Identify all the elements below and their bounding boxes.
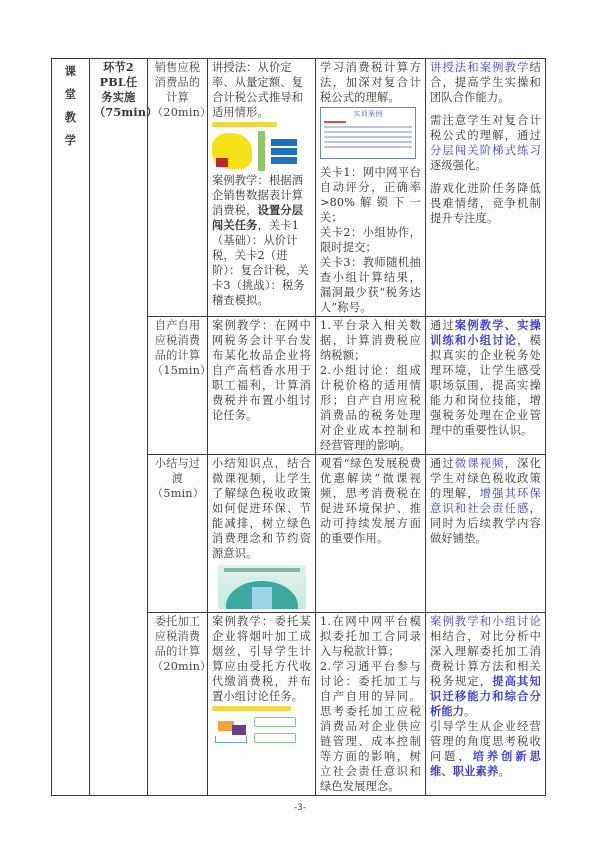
- teacher-activity-cell: 小结知识点，结合微课视频，让学生了解绿色税收政策如何促进环保、节能减排，树立绿色消费理念和节约资源意识。: [208, 455, 316, 613]
- student-activity-cell: 1.平台录入相关数据，计算消费税应纳税额； 2.小组讨论：组成计税价格的适用情形；自产自用应税消费品的税务处理对企业成本控制和经营管理的影响。: [316, 317, 426, 455]
- training-case-illustration: 实训案例: [320, 107, 416, 159]
- topic-label: 自产自用应税消费品的计算（15min）: [152, 319, 212, 377]
- student-activity-cell: 学习消费税计算方法，加深对复合计税公式的理解。 实训案例 关卡1：网中网平台自动评分，正确率>80%解锁下一关； 关卡2：小组协作，限时提交； 关卡3：教师随机抽查小组计算结果，漏洞最少获“税务达人”称号。: [316, 59, 426, 317]
- design-intent-cell: 通过微课视频，深化学生对绿色税收政策的理解，增强其环保意识和社会责任感，同时为后续教学内容做好铺垫。: [426, 455, 546, 613]
- design-intent-cell: 通过案例教学、实操训练和小组讨论，模拟真实的企业税务处理环境，让学生感受职场氛围，提高实操能力和岗位技能，增强税务处理在企业管理中的重要性认识。: [426, 317, 546, 455]
- stage-cell: [52, 59, 90, 796]
- topic-cell: [148, 59, 212, 317]
- stage-label: 课堂教学: [64, 64, 77, 147]
- topic-cell: [148, 613, 212, 796]
- commissioned-processing-illustration: [212, 706, 311, 745]
- topic-label: 委托加工应税消费品的计算（20min）: [152, 615, 212, 673]
- page-number: -3-: [293, 803, 307, 813]
- shopping-cart-icon: [212, 715, 250, 745]
- teacher-text: 讲授法：从价定率、从量定额、复合计税公式推导和适用情形。: [212, 61, 304, 119]
- design-intent-cell: 案例教学和小组讨论相结合，对比分析中深入理解委托加工消费税计算方法和相关税务规定，提高其知识迁移能力和综合分析能力。 引导学生从企业经营管理的角度思考税收问题，培养创新思维、职业素养。: [426, 613, 546, 796]
- liquor-tax-illustration: [212, 122, 311, 171]
- lesson-plan-table: [51, 58, 546, 796]
- topic-label: 小结与过渡（5min）: [152, 457, 205, 500]
- teacher-text: 案例教学：根据酒企销售数据表计算消费税，设置分层闯关任务，关卡1（基础）：从价计税，关卡2（进阶）：复合计税，关卡3（挑战）：税务稽查模拟。: [212, 174, 309, 307]
- table-row: [52, 59, 546, 317]
- phase-label: 环节2 PBL任务实施（75min）: [94, 60, 158, 119]
- topic-cell: [148, 317, 212, 455]
- teacher-activity-cell: 案例教学：在网中网税务会计平台发布某化妆品企业将自产高档香水用于职工福利，计算消费税并布置小组讨论任务。: [208, 317, 316, 455]
- green-development-illustration: [218, 565, 306, 609]
- student-activity-cell: 观看“绿色发展税费优惠解读”微课视频，思考消费税在促进环境保护、推动可持续发展方面的重要作用。: [316, 455, 426, 613]
- gift-box-icon: [212, 133, 252, 169]
- phase-cell: [90, 59, 158, 796]
- teacher-activity-cell: [208, 59, 316, 317]
- student-activity-cell: 1.在网中网平台模拟委托加工合同录入与税款计算； 2.学习通平台参与讨论：委托加工与自产自用的异同。思考委托加工应税消费品对企业供应链管理、成本控制等方面的影响，树立社会责任意识和绿色发展理念。: [316, 613, 426, 796]
- student-text: 学习消费税计算方法，加深对复合计税公式的理解。: [320, 61, 421, 104]
- teacher-activity-cell: 案例教学：委托某企业将烟叶加工成烟丝，引导学生计算应由受托方代收代缴消费税，并布置小组讨论任务。: [208, 613, 316, 796]
- topic-cell: [148, 455, 208, 613]
- design-intent-cell: 讲授法和案例教学结合，提高学生实操和团队合作能力。 需注意学生对复合计税公式的理解，通过分层闯关阶梯式练习逐级强化。 游戏化进阶任务降低畏难情绪，竞争机制提升专注度。: [426, 59, 546, 317]
- topic-label: 销售应税消费品的计算（20min）: [152, 61, 212, 119]
